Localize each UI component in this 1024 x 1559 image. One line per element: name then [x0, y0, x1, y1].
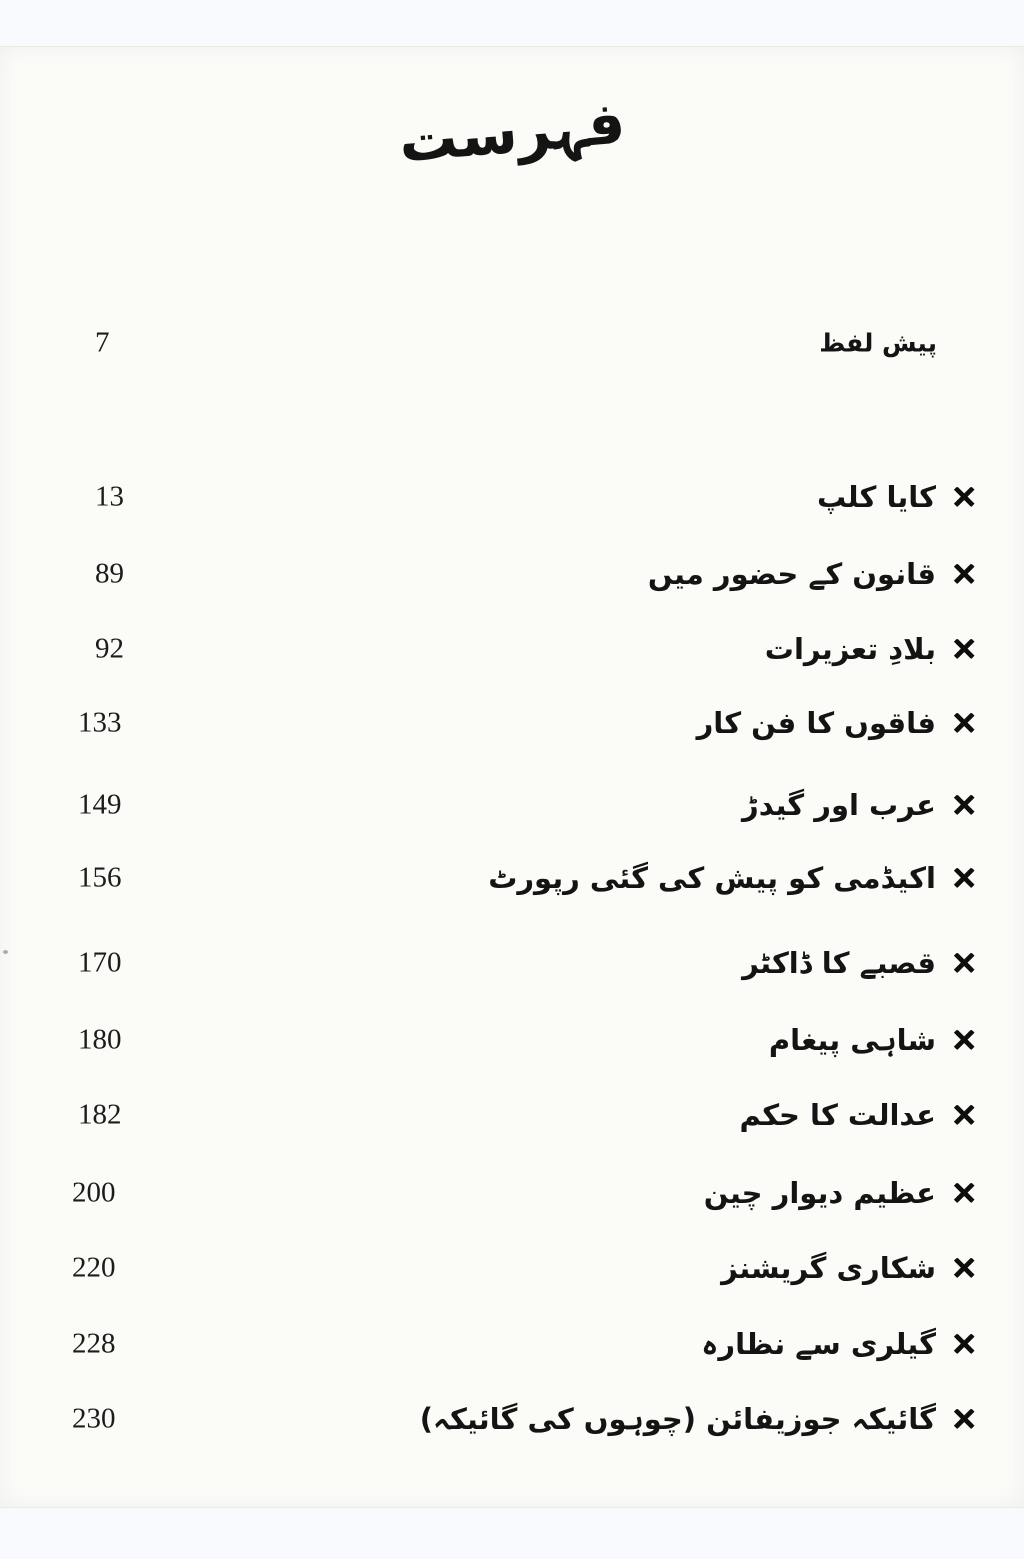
entry-page-number: 182 — [78, 1098, 122, 1131]
toc-row — [0, 774, 1024, 836]
x-bullet-icon: × — [950, 783, 978, 823]
toc-row — [0, 1009, 1024, 1071]
x-bullet-icon: × — [950, 552, 978, 592]
entry-page-number: 89 — [95, 557, 124, 590]
entry-title: گائیکہ جوزیفائن (چوہوں کی گائیکہ) — [419, 1402, 936, 1436]
toc-row — [0, 466, 1024, 528]
x-bullet-icon: × — [950, 856, 978, 896]
entry-page-number: 200 — [72, 1176, 116, 1209]
x-bullet-icon: × — [950, 941, 978, 981]
page-title: فہرست — [396, 88, 628, 176]
x-bullet-icon: × — [950, 1171, 978, 1211]
entry-title: گیلری سے نظارہ — [701, 1327, 936, 1361]
entry-page-number: 13 — [95, 480, 124, 513]
entry-page-number: 170 — [78, 946, 122, 979]
entry-title: فاقوں کا فن کار — [696, 706, 936, 740]
entry-title: بلادِ تعزیرات — [764, 632, 936, 666]
entry-page-number: 180 — [78, 1023, 122, 1056]
x-bullet-icon: × — [950, 1093, 978, 1133]
toc-row — [0, 932, 1024, 994]
preface-page-number: 7 — [95, 326, 110, 359]
preface-row — [0, 312, 1024, 374]
entry-title: عظیم دیوار چین — [703, 1176, 936, 1210]
entry-title: شکاری گریشنز — [721, 1251, 936, 1285]
entry-page-number: 220 — [72, 1251, 116, 1284]
entry-title: شاہی پیغام — [768, 1023, 936, 1057]
entry-page-number: 92 — [95, 632, 124, 665]
entry-page-number: 149 — [78, 788, 122, 821]
entry-title: عرب اور گیدڑ — [742, 788, 936, 822]
x-bullet-icon: × — [950, 1397, 978, 1437]
toc-row — [0, 1162, 1024, 1224]
entry-title: اکیڈمی کو پیش کی گئی رپورٹ — [488, 861, 936, 895]
x-bullet-icon: × — [950, 1246, 978, 1286]
toc-row — [0, 618, 1024, 680]
entry-title: کایا کلپ — [816, 480, 936, 514]
entry-title: قصبے کا ڈاکٹر — [742, 946, 936, 980]
toc-row — [0, 1237, 1024, 1299]
toc-row — [0, 1084, 1024, 1146]
x-bullet-icon: × — [950, 475, 978, 515]
toc-row — [0, 692, 1024, 754]
x-bullet-icon: × — [950, 1018, 978, 1058]
toc-row — [0, 847, 1024, 909]
x-bullet-icon: × — [950, 1322, 978, 1362]
x-bullet-icon: × — [950, 701, 978, 741]
toc-row — [0, 543, 1024, 605]
entry-title: عدالت کا حکم — [739, 1098, 936, 1132]
entry-title: قانون کے حضور میں — [647, 557, 936, 591]
entry-page-number: 228 — [72, 1327, 116, 1360]
scan-artifact-speck — [3, 950, 8, 954]
entry-page-number: 156 — [78, 861, 122, 894]
preface-label: پیش لفظ — [819, 328, 937, 358]
entry-page-number: 230 — [72, 1402, 116, 1435]
entry-page-number: 133 — [78, 706, 122, 739]
toc-row — [0, 1313, 1024, 1375]
toc-row — [0, 1388, 1024, 1450]
x-bullet-icon: × — [950, 627, 978, 667]
